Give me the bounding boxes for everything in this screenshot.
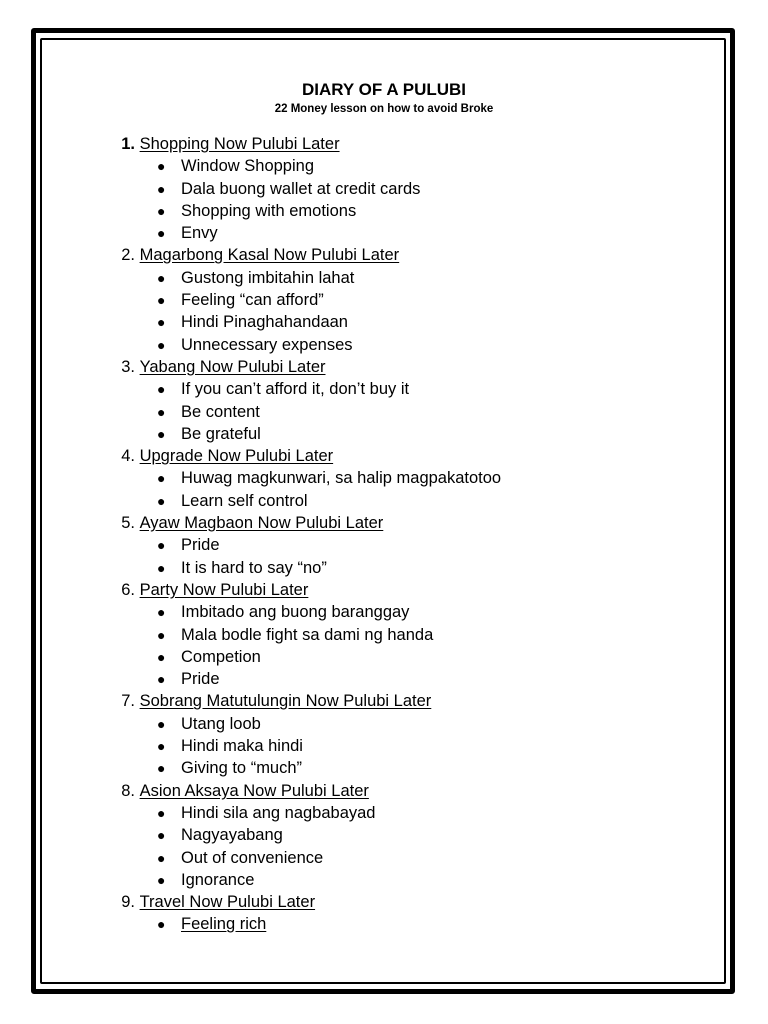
- bullet-dot-icon: ●: [157, 916, 166, 933]
- lesson-heading: [100, 356, 720, 378]
- lesson-number: 5.: [121, 514, 135, 533]
- bullet-item: [100, 824, 720, 846]
- bullet-item: [100, 668, 720, 690]
- bullet-text: Imbitado ang buong baranggay: [181, 603, 410, 622]
- lesson-heading: [100, 445, 720, 467]
- bullet-item: [100, 869, 720, 891]
- bullet-dot-icon: ●: [157, 604, 166, 621]
- document-title: DIARY OF A PULUBI: [301, 80, 467, 99]
- lesson-number: 9.: [121, 893, 135, 912]
- bullet-item: [100, 378, 720, 400]
- bullet-text: Feeling rich: [181, 915, 267, 934]
- bullet-item: [100, 467, 720, 489]
- bullet-text: If you can’t afford it, don’t buy it: [181, 380, 410, 399]
- bullet-item: [100, 713, 720, 735]
- bullet-text: Gustong imbitahin lahat: [181, 268, 355, 287]
- bullet-dot-icon: ●: [157, 671, 166, 688]
- lesson-number: 6.: [121, 580, 135, 599]
- bullet-dot-icon: ●: [157, 225, 166, 242]
- lesson-number: 3.: [121, 357, 135, 376]
- lesson-title: Travel Now Pulubi Later: [139, 893, 316, 912]
- bullet-item: [100, 222, 720, 244]
- bullet-dot-icon: ●: [157, 871, 166, 888]
- lesson-title: Magarbong Kasal Now Pulubi Later: [139, 246, 400, 265]
- bullet-item: [100, 178, 720, 200]
- bullet-list: [100, 802, 720, 891]
- lesson-title: Ayaw Magbaon Now Pulubi Later: [139, 514, 384, 533]
- bullet-dot-icon: ●: [157, 849, 166, 866]
- lesson-item: [100, 445, 720, 512]
- bullet-list: [100, 534, 720, 579]
- bullet-item: [100, 735, 720, 757]
- lesson-number: 2.: [121, 246, 135, 265]
- lesson-heading: [100, 579, 720, 601]
- lesson-title: Yabang Now Pulubi Later: [139, 357, 326, 376]
- lesson-item: [100, 133, 720, 244]
- bullet-text: Hindi maka hindi: [181, 737, 303, 756]
- bullet-list: [100, 467, 720, 512]
- bullet-item: [100, 155, 720, 177]
- lesson-number: 8.: [121, 781, 135, 800]
- bullet-item: [100, 847, 720, 869]
- lesson-item: [100, 690, 720, 779]
- bullet-text: Nagyayabang: [181, 826, 283, 845]
- bullet-dot-icon: ●: [157, 559, 166, 576]
- lesson-title: Asion Aksaya Now Pulubi Later: [139, 781, 369, 800]
- bullet-text: Hindi Pinaghahandaan: [181, 313, 348, 332]
- bullet-dot-icon: ●: [157, 158, 166, 175]
- bullet-dot-icon: ●: [157, 827, 166, 844]
- bullet-item: [100, 267, 720, 289]
- bullet-dot-icon: ●: [157, 760, 166, 777]
- bullet-list: [100, 267, 720, 356]
- bullet-text: Be content: [181, 402, 260, 421]
- bullet-dot-icon: ●: [157, 180, 166, 197]
- bullet-dot-icon: ●: [157, 269, 166, 286]
- lesson-number: 1.: [121, 135, 135, 153]
- document-subtitle: 22 Money lesson on how to avoid Broke: [274, 103, 494, 115]
- bullet-text: Dala buong wallet at credit cards: [181, 179, 421, 198]
- bullet-item: [100, 646, 720, 668]
- bullet-text: Competion: [181, 647, 261, 666]
- bullet-dot-icon: ●: [157, 626, 166, 643]
- bullet-item: [100, 802, 720, 824]
- bullet-list: [100, 601, 720, 690]
- bullet-text: Out of convenience: [181, 848, 324, 867]
- lesson-heading: [100, 512, 720, 534]
- bullet-item: [100, 401, 720, 423]
- bullet-item: [100, 311, 720, 333]
- lesson-item: [100, 579, 720, 690]
- lesson-heading: [100, 891, 720, 913]
- bullet-item: [100, 289, 720, 311]
- lesson-item: [100, 244, 720, 355]
- lesson-number: 7.: [121, 692, 135, 711]
- bullet-text: Ignorance: [181, 870, 255, 889]
- bullet-text: Window Shopping: [181, 157, 314, 176]
- bullet-dot-icon: ●: [157, 425, 166, 442]
- bullet-text: Pride: [181, 536, 220, 555]
- bullet-text: Feeling “can afford”: [181, 291, 324, 310]
- lesson-item: [100, 512, 720, 579]
- bullet-dot-icon: ●: [157, 336, 166, 353]
- bullet-item: [100, 423, 720, 445]
- bullet-item: [100, 757, 720, 779]
- bullet-text: Huwag magkunwari, sa halip magpakatotoo: [181, 469, 502, 488]
- bullet-item: [100, 557, 720, 579]
- bullet-text: Hindi sila ang nagbabayad: [181, 803, 376, 822]
- bullet-text: Shopping with emotions: [181, 201, 357, 220]
- bullet-text: Envy: [181, 224, 218, 243]
- bullet-text: Learn self control: [181, 491, 308, 510]
- bullet-item: [100, 913, 720, 935]
- bullet-list: [100, 713, 720, 780]
- bullet-text: Giving to “much”: [181, 759, 303, 778]
- bullet-list: [100, 913, 720, 935]
- bullet-item: [100, 534, 720, 556]
- bullet-dot-icon: ●: [157, 381, 166, 398]
- lesson-item: [100, 356, 720, 445]
- lesson-title: Party Now Pulubi Later: [139, 580, 309, 599]
- bullet-dot-icon: ●: [157, 738, 166, 755]
- bullet-item: [100, 624, 720, 646]
- lesson-list: [100, 133, 720, 936]
- lesson-title: Shopping Now Pulubi Later: [139, 135, 340, 153]
- bullet-dot-icon: ●: [157, 292, 166, 309]
- lesson-heading: [100, 690, 720, 712]
- lesson-heading: [100, 780, 720, 802]
- bullet-text: Pride: [181, 670, 220, 689]
- bullet-dot-icon: ●: [157, 492, 166, 509]
- bullet-item: [100, 490, 720, 512]
- bullet-text: Unnecessary expenses: [181, 335, 353, 354]
- lesson-heading: [100, 244, 720, 266]
- bullet-dot-icon: ●: [157, 804, 166, 821]
- bullet-text: It is hard to say “no”: [181, 558, 327, 577]
- lesson-heading: [100, 133, 720, 155]
- bullet-dot-icon: ●: [157, 403, 166, 420]
- lesson-title: Upgrade Now Pulubi Later: [139, 447, 334, 466]
- bullet-text: Utang loob: [181, 714, 261, 733]
- bullet-text: Mala bodle fight sa dami ng handa: [181, 625, 434, 644]
- bullet-item: [100, 334, 720, 356]
- bullet-dot-icon: ●: [157, 715, 166, 732]
- bullet-text: Be grateful: [181, 424, 261, 443]
- bullet-item: [100, 601, 720, 623]
- bullet-dot-icon: ●: [157, 314, 166, 331]
- lesson-item: [100, 780, 720, 891]
- lesson-item: [100, 891, 720, 936]
- bullet-dot-icon: ●: [157, 537, 166, 554]
- lesson-title: Sobrang Matutulungin Now Pulubi Later: [139, 692, 432, 711]
- bullet-item: [100, 200, 720, 222]
- bullet-list: [100, 155, 720, 244]
- bullet-dot-icon: ●: [157, 648, 166, 665]
- bullet-dot-icon: ●: [157, 470, 166, 487]
- lesson-number: 4.: [121, 447, 135, 466]
- bullet-list: [100, 378, 720, 445]
- bullet-dot-icon: ●: [157, 202, 166, 219]
